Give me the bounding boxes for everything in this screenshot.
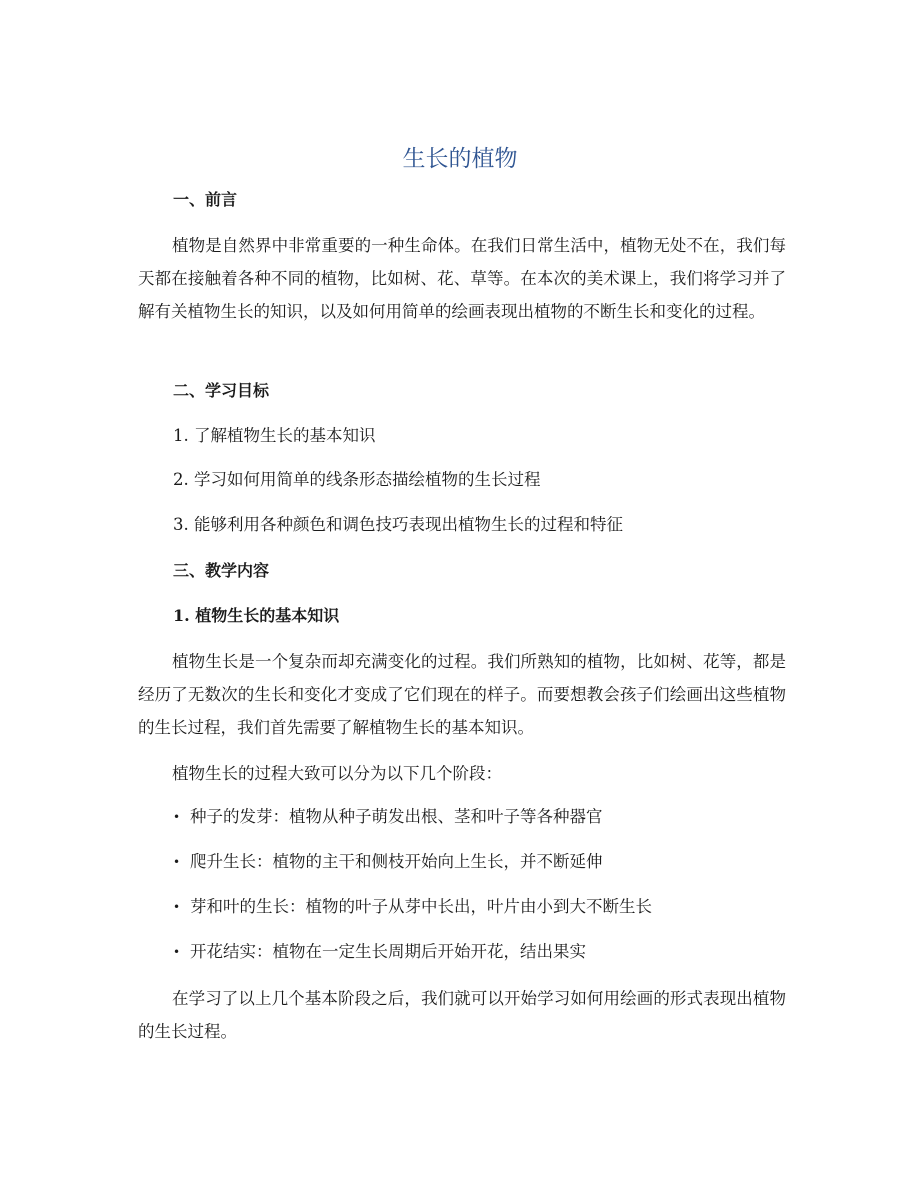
bullet-icon: • (173, 810, 181, 824)
goal-item: 3. 能够利用各种颜色和调色技巧表现出植物生长的过程和特征 (173, 515, 623, 534)
goal-item: 2. 学习如何用简单的线条形态描绘植物的生长过程 (173, 470, 541, 489)
bullet-icon: • (173, 855, 181, 869)
stage-list-item (173, 940, 586, 964)
stage-list-item (173, 850, 603, 874)
bullet-icon: • (173, 900, 181, 914)
bullet-icon: • (173, 945, 181, 959)
document-title: 生长的植物 (402, 146, 518, 172)
stage-text: 开花结实：植物在一定生长周期后开始开花，结出果实 (190, 942, 586, 961)
stage-text: 爬升生长：植物的主干和侧枝开始向上生长，并不断延伸 (190, 852, 603, 871)
section-heading-intro: 一、前言 (173, 190, 238, 209)
intro-paragraph: 植物是自然界中非常重要的一种生命体。在我们日常生活中，植物无处不在，我们每天都在接触着各种不同的植物，比如树、花、草等。在本次的美术课上，我们将学习并了解有关植物生长的知识，以及如何用简单的绘画表现出植物的不断生长和变化的过程。 (138, 236, 786, 321)
stage-list-item (173, 895, 652, 919)
goal-item: 1. 了解植物生长的基本知识 (173, 426, 376, 445)
section-heading-content: 三、教学内容 (173, 561, 270, 580)
subheading-basic-knowledge: 1. 植物生长的基本知识 (173, 606, 340, 625)
stage-text: 芽和叶的生长：植物的叶子从芽中长出，叶片由小到大不断生长 (190, 897, 652, 916)
content-paragraph-3: 在学习了以上几个基本阶段之后，我们就可以开始学习如何用绘画的形式表现出植物的生长过程。 (138, 989, 786, 1041)
content-paragraph-2: 植物生长的过程大致可以分为以下几个阶段： (172, 764, 502, 783)
section-heading-goals: 二、学习目标 (173, 381, 270, 400)
stage-text: 种子的发芽：植物从种子萌发出根、茎和叶子等各种器官 (190, 807, 603, 826)
stage-list-item (173, 805, 603, 829)
content-paragraph-1: 植物生长是一个复杂而却充满变化的过程。我们所熟知的植物，比如树、花等，都是经历了无数次的生长和变化才变成了它们现在的样子。而要想教会孩子们绘画出这些植物的生长过程，我们首先需要了解植物生长的基本知识。 (138, 652, 786, 737)
